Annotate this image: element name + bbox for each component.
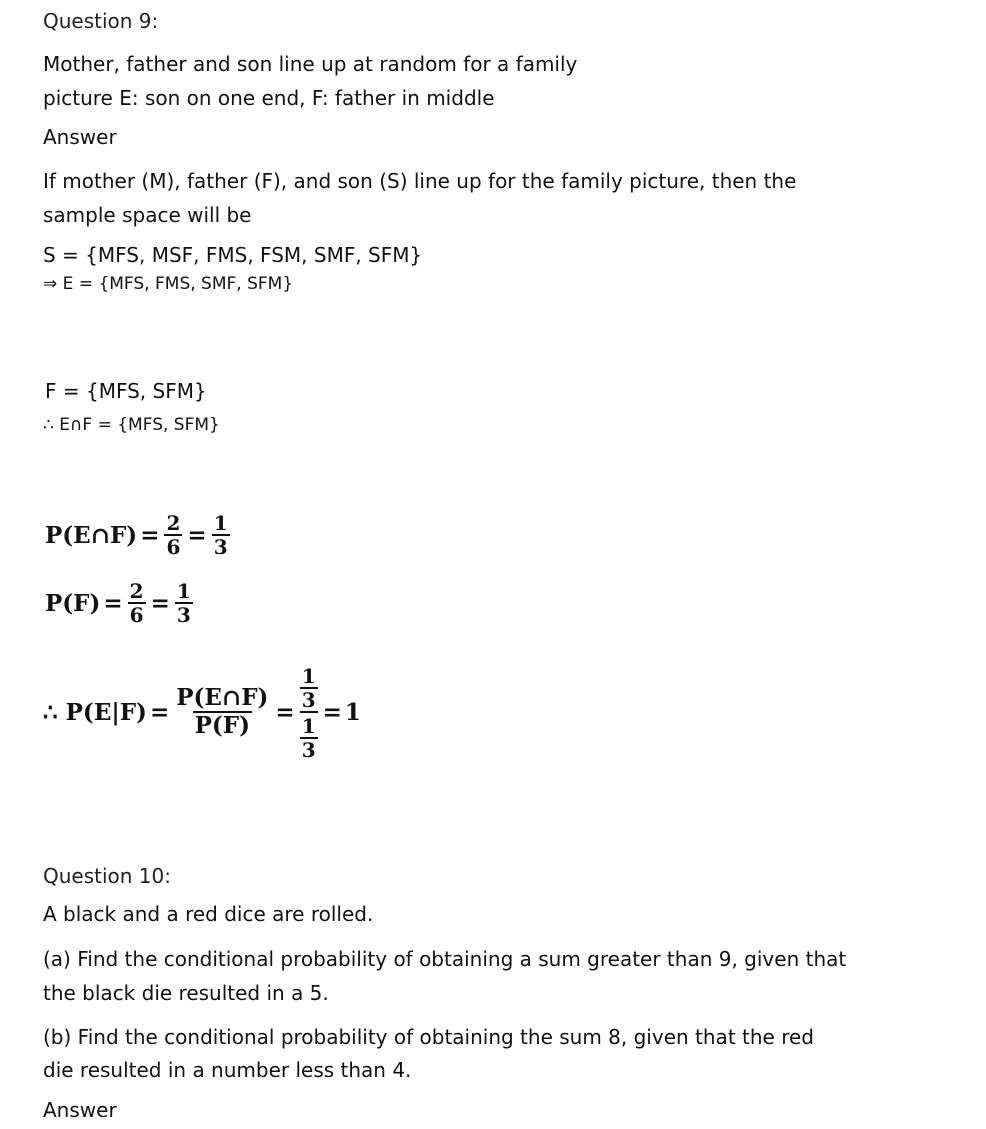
- fraction-one-third: [175, 580, 193, 626]
- intersection-ef: ∴ E∩F = {MFS, SFM}: [43, 415, 220, 435]
- equals-sign: =: [322, 698, 342, 726]
- fraction-one-third: [212, 512, 230, 558]
- fraction-pef-over-pf: [174, 685, 270, 739]
- conditional-lhs: ∴ P(E|F): [43, 698, 147, 726]
- numerator: P(E∩F): [176, 684, 269, 711]
- event-f: F = {MFS, SFM}: [45, 379, 207, 403]
- denominator: 3: [213, 535, 228, 559]
- numerator: 1: [301, 664, 316, 688]
- answer-intro-line2: sample space will be: [43, 203, 252, 227]
- conditional-probability-equation: [43, 652, 361, 772]
- equals-sign: =: [149, 698, 170, 726]
- equals-sign: =: [140, 521, 160, 549]
- part-b-line1: (b) Find the conditional probability of obtaining the sum 8, given that the red: [43, 1025, 814, 1049]
- numerator: 1: [176, 579, 191, 603]
- question-10-title: Question 10:: [43, 864, 171, 888]
- denominator: 6: [166, 535, 181, 559]
- question-9-title: Question 9:: [43, 9, 159, 33]
- numerator: 1: [213, 511, 228, 535]
- question-10-text: A black and a red dice are rolled.: [43, 902, 374, 926]
- numerator: 2: [129, 579, 144, 603]
- equals-sign: =: [275, 698, 295, 726]
- complex-fraction: [300, 663, 318, 761]
- prob-f-equation: [45, 580, 195, 626]
- denominator: 3: [301, 688, 316, 712]
- answer-intro-line1: If mother (M), father (F), and son (S) line up for the family picture, then the: [43, 169, 797, 193]
- numerator: [300, 663, 318, 711]
- prob-intersection-lhs: P(E∩F): [45, 521, 138, 549]
- equals-sign: =: [150, 589, 170, 617]
- prob-intersection-equation: [45, 512, 232, 558]
- denominator: 3: [176, 603, 191, 627]
- result-value: 1: [344, 698, 361, 726]
- denominator: 6: [129, 603, 144, 627]
- part-b-line2: die resulted in a number less than 4.: [43, 1058, 412, 1082]
- fraction-two-sixths: [164, 512, 182, 558]
- question-9-answer-label: Answer: [43, 125, 117, 149]
- prob-f-lhs: P(F): [45, 589, 101, 617]
- fraction-one-third: [300, 665, 318, 711]
- question-9-text-line2: picture E: son on one end, F: father in middle: [43, 86, 495, 110]
- denominator: [300, 711, 318, 761]
- denominator: P(F): [194, 712, 251, 739]
- question-10-answer-label: Answer: [43, 1098, 117, 1122]
- numerator: 2: [166, 511, 181, 535]
- question-9-text-line1: Mother, father and son line up at random for a family: [43, 52, 578, 76]
- part-a-line1: (a) Find the conditional probability of obtaining a sum greater than 9, given that: [43, 947, 847, 971]
- equals-sign: =: [103, 589, 123, 617]
- numerator: 1: [301, 714, 316, 738]
- fraction-one-third: [300, 715, 318, 761]
- sample-space: S = {MFS, MSF, FMS, FSM, SMF, SFM}: [43, 243, 423, 267]
- equals-sign: =: [187, 521, 207, 549]
- part-a-line2: the black die resulted in a 5.: [43, 981, 329, 1005]
- event-e: ⇒ E = {MFS, FMS, SMF, SFM}: [43, 274, 294, 294]
- fraction-two-sixths: [128, 580, 146, 626]
- denominator: 3: [301, 738, 316, 762]
